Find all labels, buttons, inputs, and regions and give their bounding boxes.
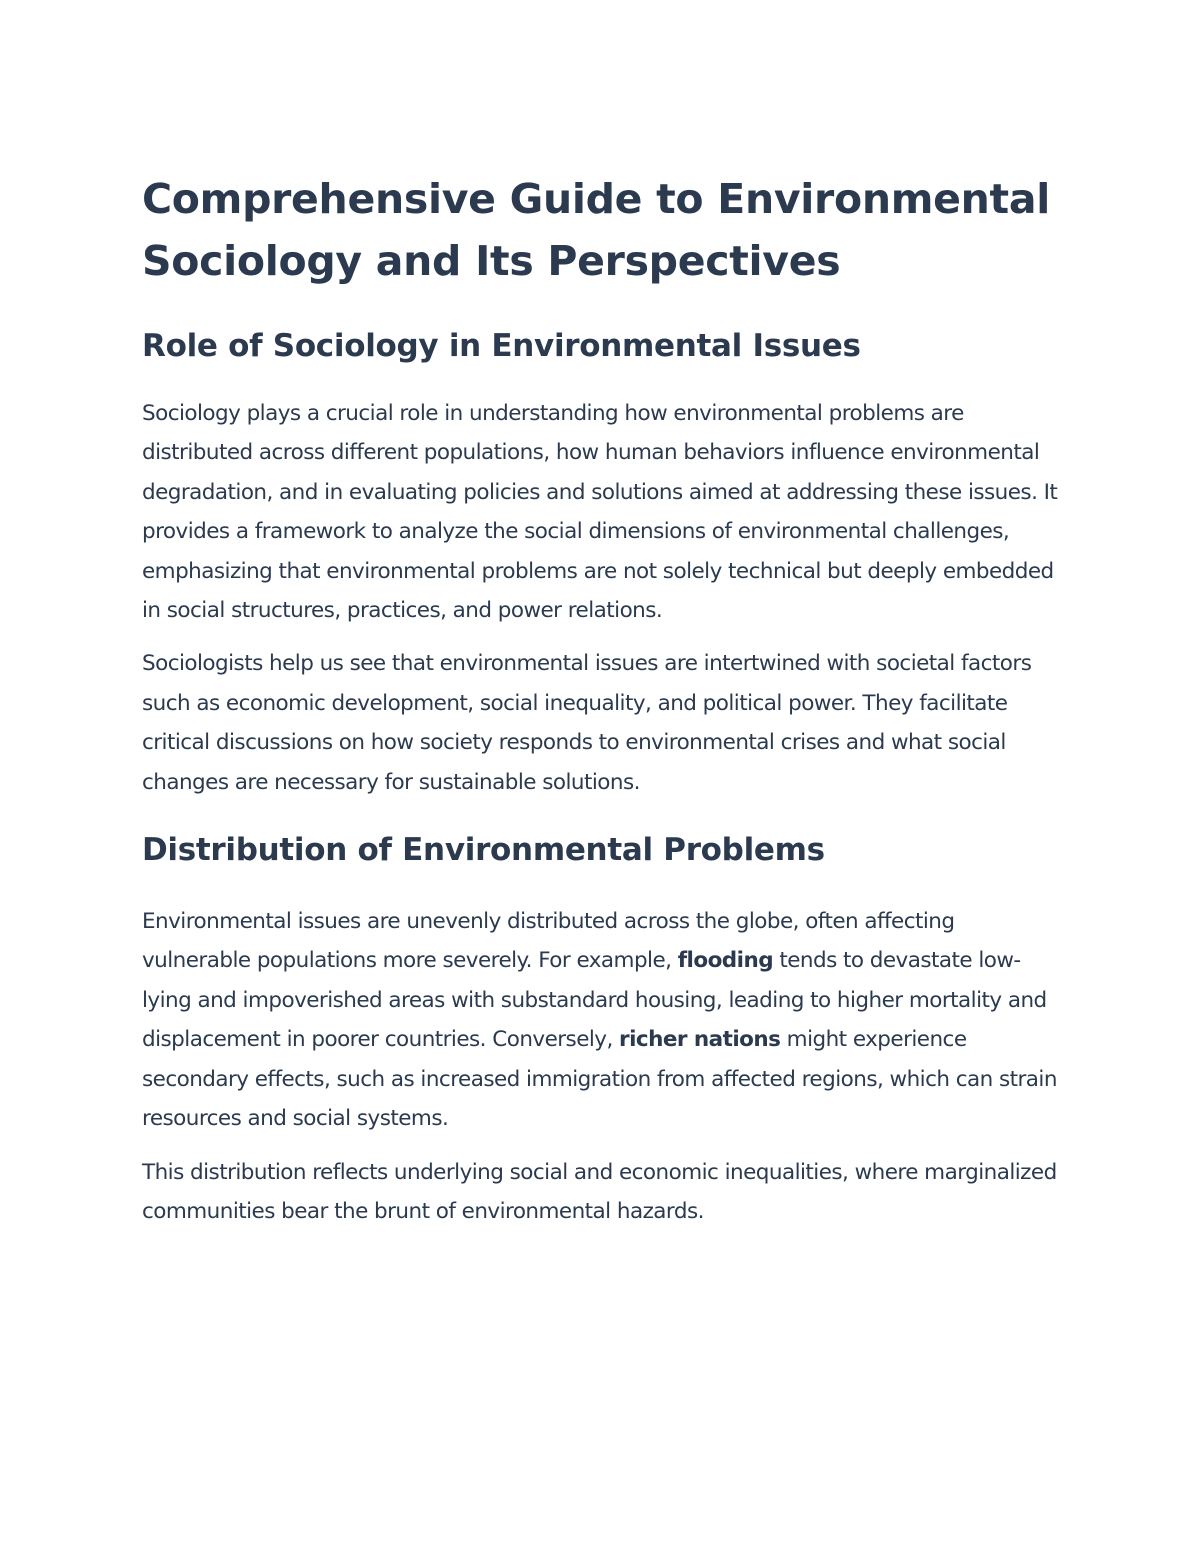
document-title: Comprehensive Guide to Environmental Sociology and Its Perspectives — [142, 175, 1050, 285]
paragraph-text: might experience secondary effects, such as increased immigration from affected regions, which can strain resources and social systems. — [142, 1027, 1057, 1132]
section-distribution — [142, 830, 1067, 1231]
paragraph-text: Environmental issues are unevenly distributed across the globe, often affecting vulnerable populations more severely. For example, — [142, 909, 955, 974]
section-role-of-sociology — [142, 326, 1067, 802]
paragraph: Sociologists help us see that environmental issues are intertwined with societal factors such as economic development, social inequality, and political power. They facilitate critical discussions on how society responds to environmental crises and what social changes are necessary for sustainable solutions. — [142, 651, 1032, 795]
paragraph: This distribution reflects underlying social and economic inequalities, where marginalized communities bear the brunt of environmental hazards. — [142, 1159, 1057, 1224]
section-heading: Distribution of Environmental Problems — [142, 832, 825, 869]
document-page — [142, 168, 1067, 1245]
paragraph — [142, 902, 1067, 1138]
bold-term-richer-nations: richer nations — [619, 1027, 781, 1053]
bold-term-flooding: flooding — [677, 948, 774, 974]
section-heading: Role of Sociology in Environmental Issues — [142, 328, 861, 364]
paragraph-text: tends to devastate low-lying and impoverished areas with substandard housing, leading to higher mortality and displacement in poorer countries. Conversely, — [142, 948, 1047, 1053]
paragraph: Sociology plays a crucial role in understanding how environmental problems are distributed across different populations, how human behaviors influence environmental degradation, and in evaluating policies and solutions aimed at addressing these issues. It provides a framework to analyze the social dimensions of environmental challenges, emphasizing that environmental problems are not solely technical but deeply embedded in social structures, practices, and power relations. — [142, 401, 1058, 624]
